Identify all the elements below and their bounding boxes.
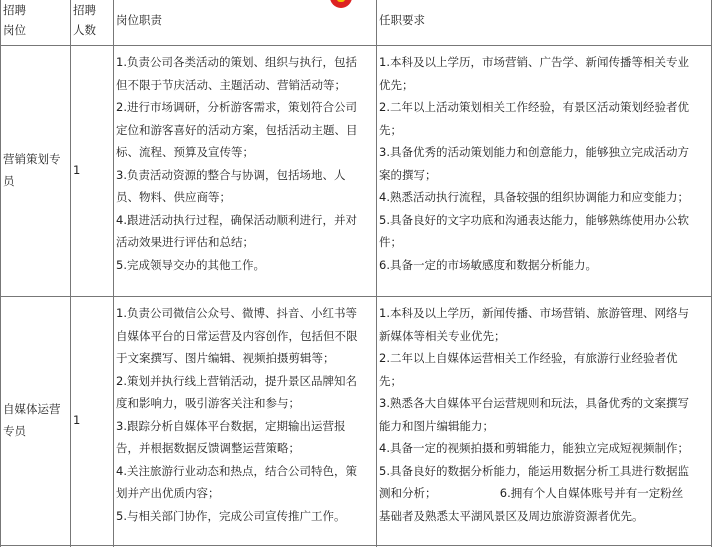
- row-2-requirements: 1.本科及以上学历，新闻传播、市场营销、旅游管理、网络与 新媒体等相关专业优先； 2.二年以上自媒体运营相关工作经验，有旅游行业经验者优 先； 3.熟悉各大自媒体平台运营规则和玩法，具备优秀的文案撰写 能力和图片编辑能力； 4.具备一定的视频拍摄和剪辑能力，能独立完成短视频制作； 5.具备良好的数据分析能力，能运用数据分析工具进行数据监 测和分析； 6.拥有个人自媒体账号并有一定粉丝 基础者及熟悉太平湖风景区及周边旅游资源者优先。: [379, 306, 689, 523]
- grid-line: [0, 296, 712, 297]
- row-1-duties: 1.负责公司各类活动的策划、组织与执行，包括 但不限于节庆活动、主题活动、营销活动等； 2.进行市场调研，分析游客需求，策划符合公司 定位和游客喜好的活动方案，包括活动主题、目 标、流程、预算及宣传等； 3.负责活动资源的整合与协调，包括场地、人 员、物料、供应商等； 4.跟进活动执行过程，确保活动顺利进行，并对 活动效果进行评估和总结； 5.完成领导交办的其他工作。: [116, 55, 358, 272]
- grid-line: [376, 0, 377, 547]
- row-2-duties: 1.负责公司微信公众号、微博、抖音、小红书等 自媒体平台的日常运营及内容创作，包括但不限 于文案撰写、图片编辑、视频拍摄剪辑等； 2.策划并执行线上营销活动，提升景区品牌知名 度和影响力，吸引游客关注和参与； 3.跟踪分析自媒体平台数据，定期输出运营报 告，并根据数据反馈调整运营策略； 4.关注旅游行业动态和热点，结合公司特色，策 划并产出优质内容； 5.与相关部门协作，完成公司宣传推广工作。: [116, 306, 358, 523]
- row-1-position: 营销策划专员: [3, 152, 61, 188]
- header-duties: 岗位职责: [116, 13, 162, 27]
- row-2-position: 自媒体运营专员: [3, 402, 61, 438]
- grid-line: [0, 45, 712, 46]
- row-2-count: 1: [73, 413, 81, 427]
- row-1-requirements: 1.本科及以上学历，市场营销、广告学、新闻传播等相关专业 优先； 2.二年以上活动策划相关工作经验，有景区活动策划经验者优 先； 3.具备优秀的活动策划能力和创意能力，能够独立完成活动方 案的撰写； 4.熟悉活动执行流程，具备较强的组织协调能力和应变能力； 5.具备良好的文字功底和沟通表达能力，能够熟练使用办公软 件； 6.具备一定的市场敏感度和数据分析能力。: [379, 55, 689, 272]
- grid-line: [0, 0, 1, 547]
- emblem-icon: [330, 0, 352, 8]
- header-count: 招聘 人数: [73, 3, 96, 37]
- grid-line: [70, 0, 71, 547]
- grid-line: [113, 0, 114, 547]
- header-position: 招聘 岗位: [3, 3, 26, 37]
- grid-line: [0, 545, 712, 546]
- header-requirements: 任职要求: [379, 13, 425, 27]
- row-1-count: 1: [73, 163, 81, 177]
